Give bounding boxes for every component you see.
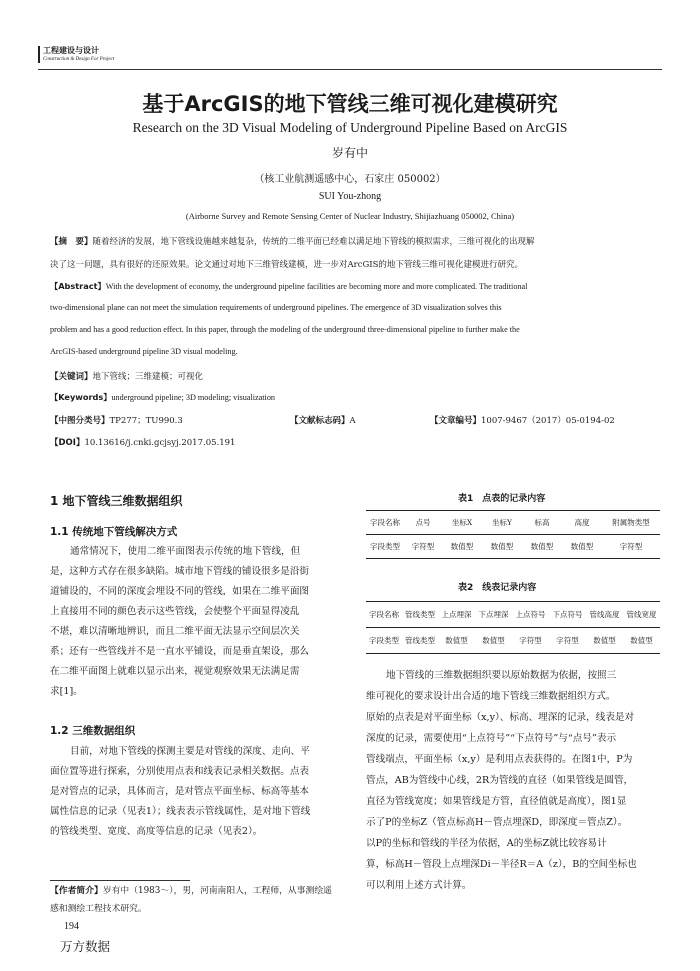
table-cell: 字符型: [549, 628, 586, 654]
paragraph-line: 示了P的坐标Z（管点标高H－管点埋深D，即深度＝管点Z）。: [366, 817, 628, 828]
author-cn: 岁有中: [331, 146, 368, 160]
paragraph-line: 算，标高H－管段上点埋深Di－半径R＝A（z），B的空间坐标也: [366, 859, 637, 870]
abstract-en-text: With the development of economy, the underground pipeline facilities are becoming more and more complicated. The traditional: [105, 282, 528, 291]
affiliation-en: (Airborne Survey and Remote Sensing Center of Nuclear Industry, Shijiazhuang 050002, China): [185, 211, 515, 221]
table-cell: 数值型: [438, 628, 475, 654]
abstract-en-line: [50, 281, 527, 292]
header-rule: [38, 69, 662, 70]
paragraph-line: 面位置等进行探索，分别使用点表和线表记录相关数据。点表: [50, 766, 310, 777]
table-cell: 下点符号: [549, 602, 586, 628]
table-cell: 数值型: [623, 628, 660, 654]
table-cell: 上点埋深: [438, 602, 475, 628]
page-number: 194: [64, 921, 79, 932]
paragraph-line: 通常情况下，使用二维平面图表示传统的地下管线，但: [70, 546, 301, 557]
keywords-en-label: 【Keywords】: [50, 392, 112, 402]
abstract-cn-line: [50, 235, 535, 247]
paragraph-line: 直径为管线宽度；如果管线是方管，直径值就是高度），图1显: [366, 796, 627, 807]
journal-name-en: Construction & Design For Project: [43, 57, 115, 62]
article-number-value: 1007-9467（2017）05-0194-02: [481, 416, 615, 426]
abstract-cn-label: 【摘 要】: [50, 237, 93, 247]
paragraph-line: 是对管点的记录，具体而言，是对管点平面坐标、标高等基本: [50, 786, 310, 797]
table-cell: 字符型: [512, 628, 549, 654]
table-cell: 字符型: [602, 535, 660, 559]
table-cell: 字段类型: [366, 628, 402, 654]
article-number: [430, 414, 615, 426]
paragraph-line: 上直接用不同的颜色表示这些管线，会使整个平面显得凌乱: [50, 606, 300, 617]
table-cell: 数值型: [475, 628, 512, 654]
paragraph-line: 不堪，难以清晰地辨识，而且二维平面无法显示空间层次关: [50, 626, 300, 637]
table-cell: 管线宽度: [623, 602, 660, 628]
paragraph-line: 的管线类型、宽度、高度等信息的记录（见表2）。: [50, 826, 263, 837]
paper-title-cn: 基于ArcGIS的地下管线三维可视化建模研究: [142, 92, 558, 116]
journal-header: [38, 46, 114, 63]
keywords-en-text: underground pipeline; 3D modeling; visualization: [111, 393, 276, 402]
abstract-en-line: ArcGIS-based underground pipeline 3D visual modeling.: [50, 347, 238, 356]
abstract-cn-line: 决了这一问题，具有很好的还原效果。论文通过对地下三维管线建模，进一步对ArcGIS的地下管线三维可视化建模进行研究。: [50, 260, 523, 270]
doi-label: 【DOI】: [50, 438, 85, 448]
paragraph-line: 属性信息的记录（见表1）；线表表示管线属性，是对地下管线: [50, 806, 311, 817]
author-intro-text: 岁有中（1983～），男，河南南阳人，工程师，从事测绘遥: [102, 886, 332, 896]
footnote-rule: [50, 880, 190, 881]
table-2-caption: 表2 线表记录内容: [458, 583, 537, 593]
section-1-heading: 1 地下管线三维数据组织: [50, 494, 183, 508]
author-intro-line: 感和测绘工程技术研究。: [50, 904, 147, 914]
paragraph-line: 求[1]。: [50, 686, 83, 697]
document-code-label: 【文献标志码】: [290, 416, 350, 426]
table-cell: 字段名称: [366, 511, 404, 535]
table-cell: 管线类型: [402, 602, 438, 628]
abstract-en-line: two-dimensional plane can not meet the simulation requirements of underground pipelines. The emergence of 3D visualization solves this: [50, 303, 502, 312]
document-code-value: A: [349, 416, 356, 426]
clc-label: 【中图分类号】: [50, 416, 110, 426]
author-intro: [50, 882, 332, 918]
paragraph-line: 管点，AB为管线中心线，2R为管线的直径（如果管线是圆管，: [366, 775, 634, 786]
table-cell: 标高: [522, 511, 562, 535]
right-column-body: [366, 669, 637, 893]
section-1-1-body: [50, 545, 309, 699]
table-cell: 数值型: [442, 535, 482, 559]
section-1-2-heading: 1.2 三维数据组织: [50, 725, 136, 737]
table-cell: 点号: [404, 511, 442, 535]
table-cell: 数值型: [586, 628, 623, 654]
keywords-cn: [50, 370, 203, 382]
doi-value: 10.13616/j.cnki.gcjsyj.2017.05.191: [84, 438, 236, 448]
table-1-caption: 表1 点表的记录内容: [458, 494, 546, 504]
author-en: SUI You-zhong: [318, 191, 382, 202]
section-1-1-heading: 1.1 传统地下管线解决方式: [50, 526, 178, 538]
table-cell: 下点埋深: [475, 602, 512, 628]
table-cell: 坐标X: [442, 511, 482, 535]
table-cell: 坐标Y: [482, 511, 522, 535]
paragraph-line: 深度的记录，需要使用“上点符号”“下点符号”与“点号”表示: [366, 733, 617, 744]
table-cell: 附属物类型: [602, 511, 660, 535]
author-intro-label: 【作者简介】: [50, 886, 103, 896]
section-1-2-body: [50, 745, 310, 839]
paragraph-line: 原始的点表是对平面坐标（x,y）、标高、埋深的记录，线表是对: [366, 712, 635, 723]
table-cell: 数值型: [522, 535, 562, 559]
table-1: [366, 510, 660, 559]
table-2: [366, 601, 660, 654]
paragraph-line: 系；还有一些管线并不是一直水平铺设，而是垂直架设，那么: [50, 646, 310, 657]
clc-number: [50, 414, 183, 426]
table-cell: 管线类型: [402, 628, 438, 654]
paragraph-line: 是，这种方式存在很多缺陷。城市地下管线的铺设很多是沿街: [50, 566, 310, 577]
abstract-en-label: 【Abstract】: [50, 281, 106, 291]
watermark-text: 万方数据: [60, 939, 111, 954]
journal-name-cn: 工程建设与设计: [43, 46, 99, 55]
document-code: [290, 414, 356, 426]
paragraph-line: 维可视化的要求设计出合适的地下管线三维数据组织方式。: [366, 691, 616, 702]
paragraph-line: 道铺设的，不同的深度会埋设不同的管线，如果在二维平面图: [50, 586, 310, 597]
article-number-label: 【文章编号】: [430, 416, 482, 426]
paragraph-line: 在二维平面图上就难以显示出来，视觉观察效果无法满足需: [50, 666, 300, 677]
table-cell: 字段类型: [366, 535, 404, 559]
clc-value: TP277；TU990.3: [109, 416, 183, 426]
table-cell: 字符型: [404, 535, 442, 559]
table-cell: 管线高度: [586, 602, 623, 628]
abstract-cn-text: 随着经济的发展，地下管线设施越来越复杂，传统的二维平面已经难以满足地下管线的模拟需求，三维可视化的出现解: [92, 237, 535, 247]
paragraph-line: 可以利用上述方式计算。: [366, 880, 472, 891]
doi: [50, 436, 235, 448]
table-cell: 数值型: [562, 535, 602, 559]
table-cell: 高度: [562, 511, 602, 535]
keywords-cn-text: 地下管线；三维建模；可视化: [92, 372, 204, 382]
table-cell: 上点符号: [512, 602, 549, 628]
table-cell: 字段名称: [366, 602, 402, 628]
table-cell: 数值型: [482, 535, 522, 559]
affiliation-cn: （核工业航测遥感中心，石家庄 050002）: [254, 174, 446, 185]
paragraph-line: 以P的坐标和管线的半径为依据，A的坐标Z就比较容易计: [366, 838, 607, 849]
keywords-en: [50, 392, 275, 403]
paragraph-line: 管线端点，平面坐标（x,y）是利用点表获得的。在图1中，P为: [366, 754, 633, 765]
abstract-en-line: problem and has a good reduction effect. In this paper, through the modeling of the underground three-dimensional pipeline to further make the: [50, 325, 520, 334]
author-intro-line: [50, 882, 332, 900]
paragraph-line: 目前，对地下管线的探测主要是对管线的深度、走向、平: [70, 746, 310, 757]
paper-title-en: Research on the 3D Visual Modeling of Underground Pipeline Based on ArcGIS: [132, 120, 568, 135]
keywords-cn-label: 【关键词】: [50, 372, 93, 382]
paragraph-line: 地下管线的三维数据组织要以原始数据为依据，按照三: [386, 670, 617, 681]
